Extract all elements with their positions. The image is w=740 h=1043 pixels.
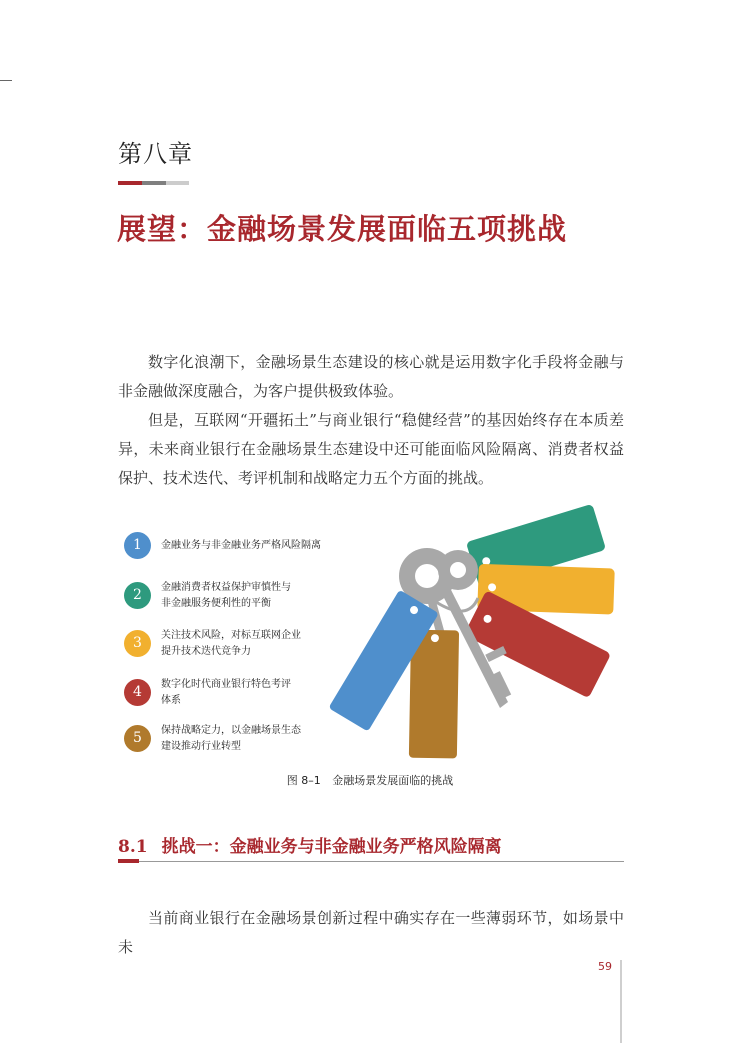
- challenge-text-line1: 关注技术风险，对标互联网企业: [161, 630, 301, 641]
- section-divider-accent: [118, 859, 139, 863]
- challenge-list: [118, 502, 338, 764]
- figure-caption-text: 金融场景发展面临的挑战: [332, 774, 454, 787]
- challenge-text: [161, 538, 341, 554]
- challenge-text-line2: 提升技术迭代竞争力: [161, 646, 251, 657]
- challenge-number-badge: 1: [124, 532, 151, 559]
- paragraph-1: 数字化浪潮下，金融场景生态建设的核心就是运用数字化手段将金融与非金融做深度融合，为客户提供极致体验。: [118, 353, 624, 400]
- challenge-text-line1: 金融业务与非金融业务严格风险隔离: [161, 540, 321, 551]
- figure-caption: [0, 772, 740, 788]
- section-number: 8.1: [118, 837, 148, 857]
- chapter-rule-segment-red: [118, 181, 142, 185]
- chapter-rule: [118, 181, 189, 185]
- challenge-text: [161, 723, 341, 755]
- challenges-figure: [118, 502, 624, 764]
- challenge-text: [161, 677, 341, 709]
- challenge-text-line2: 建设推动行业转型: [161, 741, 241, 752]
- challenge-text-line1: 保持战略定力，以金融场景生态: [161, 725, 301, 736]
- challenge-number-badge: 3: [124, 630, 151, 657]
- page-number: 59: [598, 960, 612, 973]
- challenge-text-line2: 非金融服务便利性的平衡: [161, 598, 271, 609]
- keys-illustration: [318, 502, 624, 764]
- chapter-rule-segment-gray: [142, 181, 166, 185]
- page-edge-bar: [620, 960, 622, 1043]
- section-title: 挑战一：金融业务与非金融业务严格风险隔离: [161, 837, 502, 857]
- challenge-item-3: [124, 626, 338, 662]
- challenge-text-line1: 数字化时代商业银行特色考评: [161, 679, 291, 690]
- section-divider: [118, 861, 624, 862]
- chapter-rule-segment-light: [166, 181, 189, 185]
- challenge-item-2: [124, 578, 338, 614]
- challenge-number-badge: 5: [124, 725, 151, 752]
- paragraph-2: 但是，互联网“开疆拓土”与商业银行“稳健经营”的基因始终存在本质差异，未来商业银行在金融场景生态建设中还可能面临风险隔离、消费者权益保护、技术迭代、考评机制和战略定力五个方面的挑战。: [118, 411, 624, 487]
- challenge-text: [161, 628, 341, 660]
- challenge-item-5: [124, 721, 338, 757]
- challenge-item-1: [124, 528, 338, 564]
- crop-mark: [0, 80, 12, 81]
- challenge-number-badge: 2: [124, 582, 151, 609]
- challenge-text-line1: 金融消费者权益保护审慎性与: [161, 582, 291, 593]
- figure-caption-label: 图 8–1: [286, 774, 321, 787]
- chapter-title: 展望：金融场景发展面临五项挑战: [117, 212, 568, 246]
- section-heading: [118, 832, 502, 857]
- challenge-text-line2: 体系: [161, 695, 181, 706]
- paragraph-3: 当前商业银行在金融场景创新过程中确实存在一些薄弱环节，如场景中未: [118, 909, 624, 956]
- challenge-item-4: [124, 675, 338, 711]
- challenge-number-badge: 4: [124, 679, 151, 706]
- chapter-label: 第八章: [118, 140, 193, 168]
- challenge-text: [161, 580, 341, 612]
